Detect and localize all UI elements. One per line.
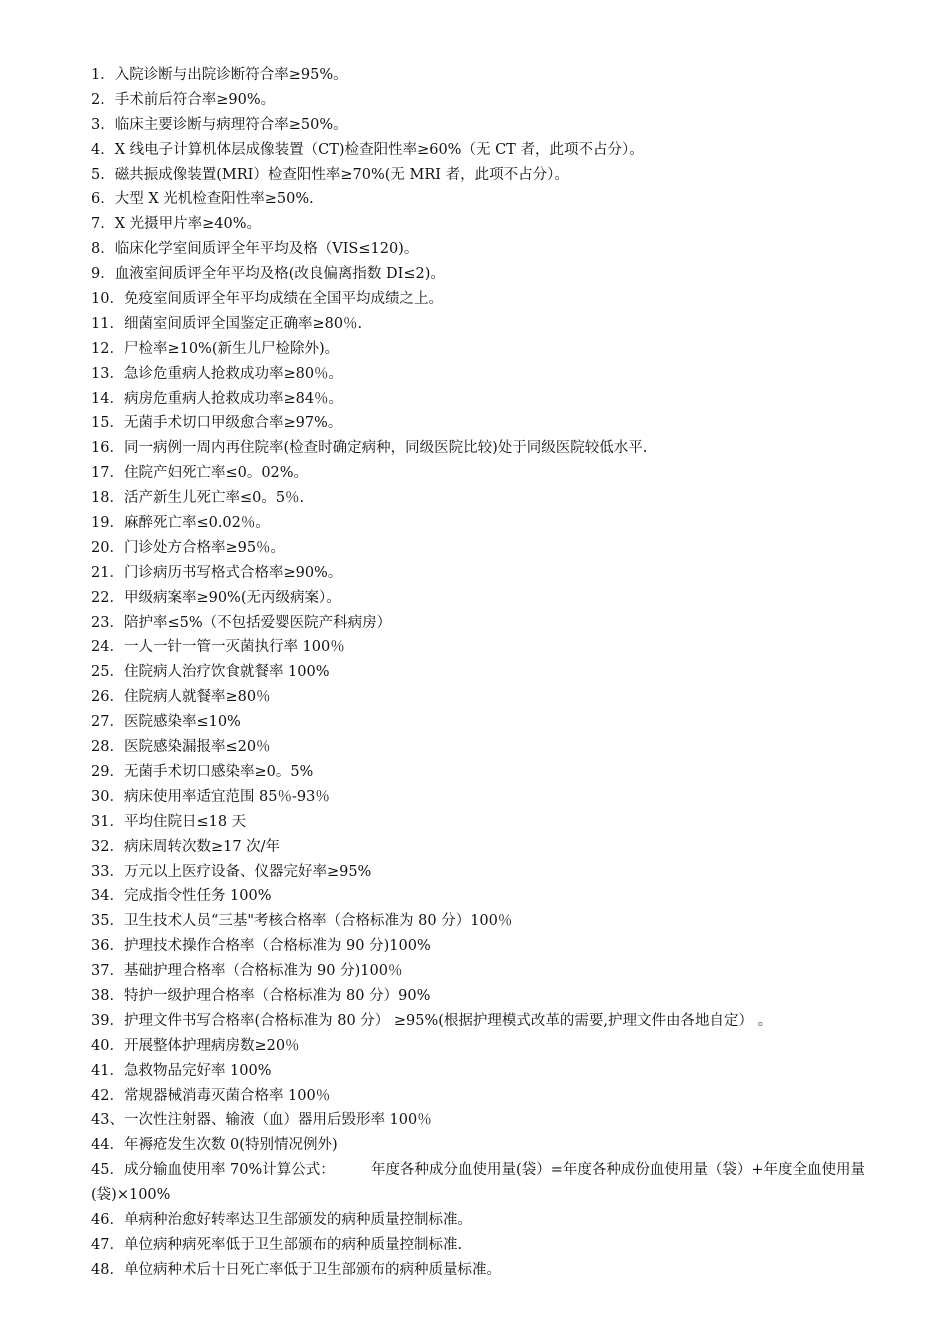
list-item: 30．病床使用率适宜范围 85％-93％	[91, 788, 330, 805]
list-item: 38．特护一级护理合格率（合格标准为 80 分）90%	[91, 987, 431, 1004]
list-item: 44．年褥疮发生次数 0(特别情况例外)	[91, 1137, 338, 1154]
list-item: 36．护理技术操作合格率（合格标准为 90 分)100%	[91, 938, 431, 955]
list-item: 13．急诊危重病人抢救成功率≥80％。	[91, 365, 344, 382]
list-item: 12．尸检率≥10%(新生儿尸检除外)。	[91, 340, 340, 357]
list-item: 47．单位病种病死率低于卫生部颁布的病种质量控制标准.	[91, 1236, 463, 1253]
list-item: 4．X 线电子计算机体层成像装置（CT)检查阳性率≥60%（无 CT 者，此项不占分）。	[91, 141, 644, 158]
list-item: 18．活产新生儿死亡率≤0。5％.	[91, 490, 305, 507]
list-item: 20．门诊处方合格率≥95％。	[91, 539, 286, 556]
list-item: 10．免疫室间质评全年平均成绩在全国平均成绩之上。	[91, 291, 443, 308]
list-item: 39．护理文件书写合格率(合格标准为 80 分） ≥95%(根据护理模式改革的需要,护理文件由各地自定） 。	[91, 1012, 773, 1029]
list-item: 29．无菌手术切口感染率≥0。5%	[91, 763, 314, 780]
list-item: 5．磁共振成像装置(MRI）检查阳性率≥70%(无 MRI 者，此项不占分）。	[91, 166, 569, 183]
list-item: 17．住院产妇死亡率≤0。02%。	[91, 465, 309, 482]
list-item: 3．临床主要诊断与病理符合率≥50%。	[91, 116, 348, 133]
list-item: 6．大型 X 光机检查阳性率≥50%.	[91, 191, 314, 208]
list-item: 19．麻醉死亡率≤0.02％。	[91, 515, 270, 532]
list-item: 31．平均住院日≤18 天	[91, 813, 247, 830]
document-page	[91, 63, 871, 1283]
list-item: 27．医院感染率≤10%	[91, 714, 241, 731]
list-item: 11．细菌室间质评全国鉴定正确率≥80％.	[91, 315, 363, 332]
list-item: 34．完成指令性任务 100%	[91, 888, 272, 905]
list-item: 48．单位病种术后十日死亡率低于卫生部颁布的病种质量标准。	[91, 1261, 501, 1278]
list-item: 37．基础护理合格率（合格标准为 90 分)100％	[91, 963, 403, 980]
list-item: 7．X 光摄甲片率≥40%。	[91, 216, 262, 233]
list-item: 8．临床化学室间质评全年平均及格（VIS≤120)。	[91, 241, 419, 258]
list-item: 43、一次性注射器、输液（血）器用后毁形率 100％	[91, 1112, 432, 1129]
list-item: 2．手术前后符合率≥90%。	[91, 91, 276, 108]
list-item: 28．医院感染漏报率≤20％	[91, 739, 271, 756]
list-item: 22．甲级病案率≥90%(无丙级病案）。	[91, 589, 341, 606]
list-item: 9．血液室间质评全年平均及格(改良偏离指数 DI≤2)。	[91, 266, 445, 283]
list-item: 46．单病种治愈好转率达卫生部颁发的病种质量控制标准。	[91, 1212, 472, 1228]
list-item: 15．无菌手术切口甲级愈合率≥97%。	[91, 415, 343, 432]
list-item: 26．住院病人就餐率≥80％	[91, 689, 271, 706]
list-item: 40．开展整体护理病房数≥20％	[91, 1037, 300, 1054]
list-item: 21．门诊病历书写格式合格率≥90%。	[91, 564, 343, 581]
list-item: 16．同一病例一周内再住院率(检查时确定病种，同级医院比较)处于同级医院较低水平.	[91, 440, 648, 457]
list-item: 35．卫生技术人员“三基"考核合格率（合格标准为 80 分）100％	[91, 913, 513, 930]
list-item: 23．陪护率≤5%（不包括爱婴医院产科病房）	[91, 614, 392, 631]
list-item: 33．万元以上医疗设备、仪器完好率≥95%	[91, 863, 372, 880]
list-item: 25．住院病人治疗饮食就餐率 100%	[91, 664, 330, 681]
list-item: 41．急救物品完好率 100%	[91, 1062, 272, 1079]
list-item: 45．成分输血使用率 70%计算公式： 年度各种成分血使用量(袋）=年度各种成份血使用量（袋）+年度全血使用量(袋)×100%	[91, 1162, 865, 1204]
list-item: 32．病床周转次数≥17 次/年	[91, 838, 281, 855]
list-item: 24．一人一针一管一灭菌执行率 100％	[91, 639, 345, 656]
list-item: 14．病房危重病人抢救成功率≥84％。	[91, 390, 344, 407]
list-item: 1．入院诊断与出院诊断符合率≥95%。	[91, 67, 348, 83]
list-item: 42．常规器械消毒灭菌合格率 100％	[91, 1087, 331, 1104]
